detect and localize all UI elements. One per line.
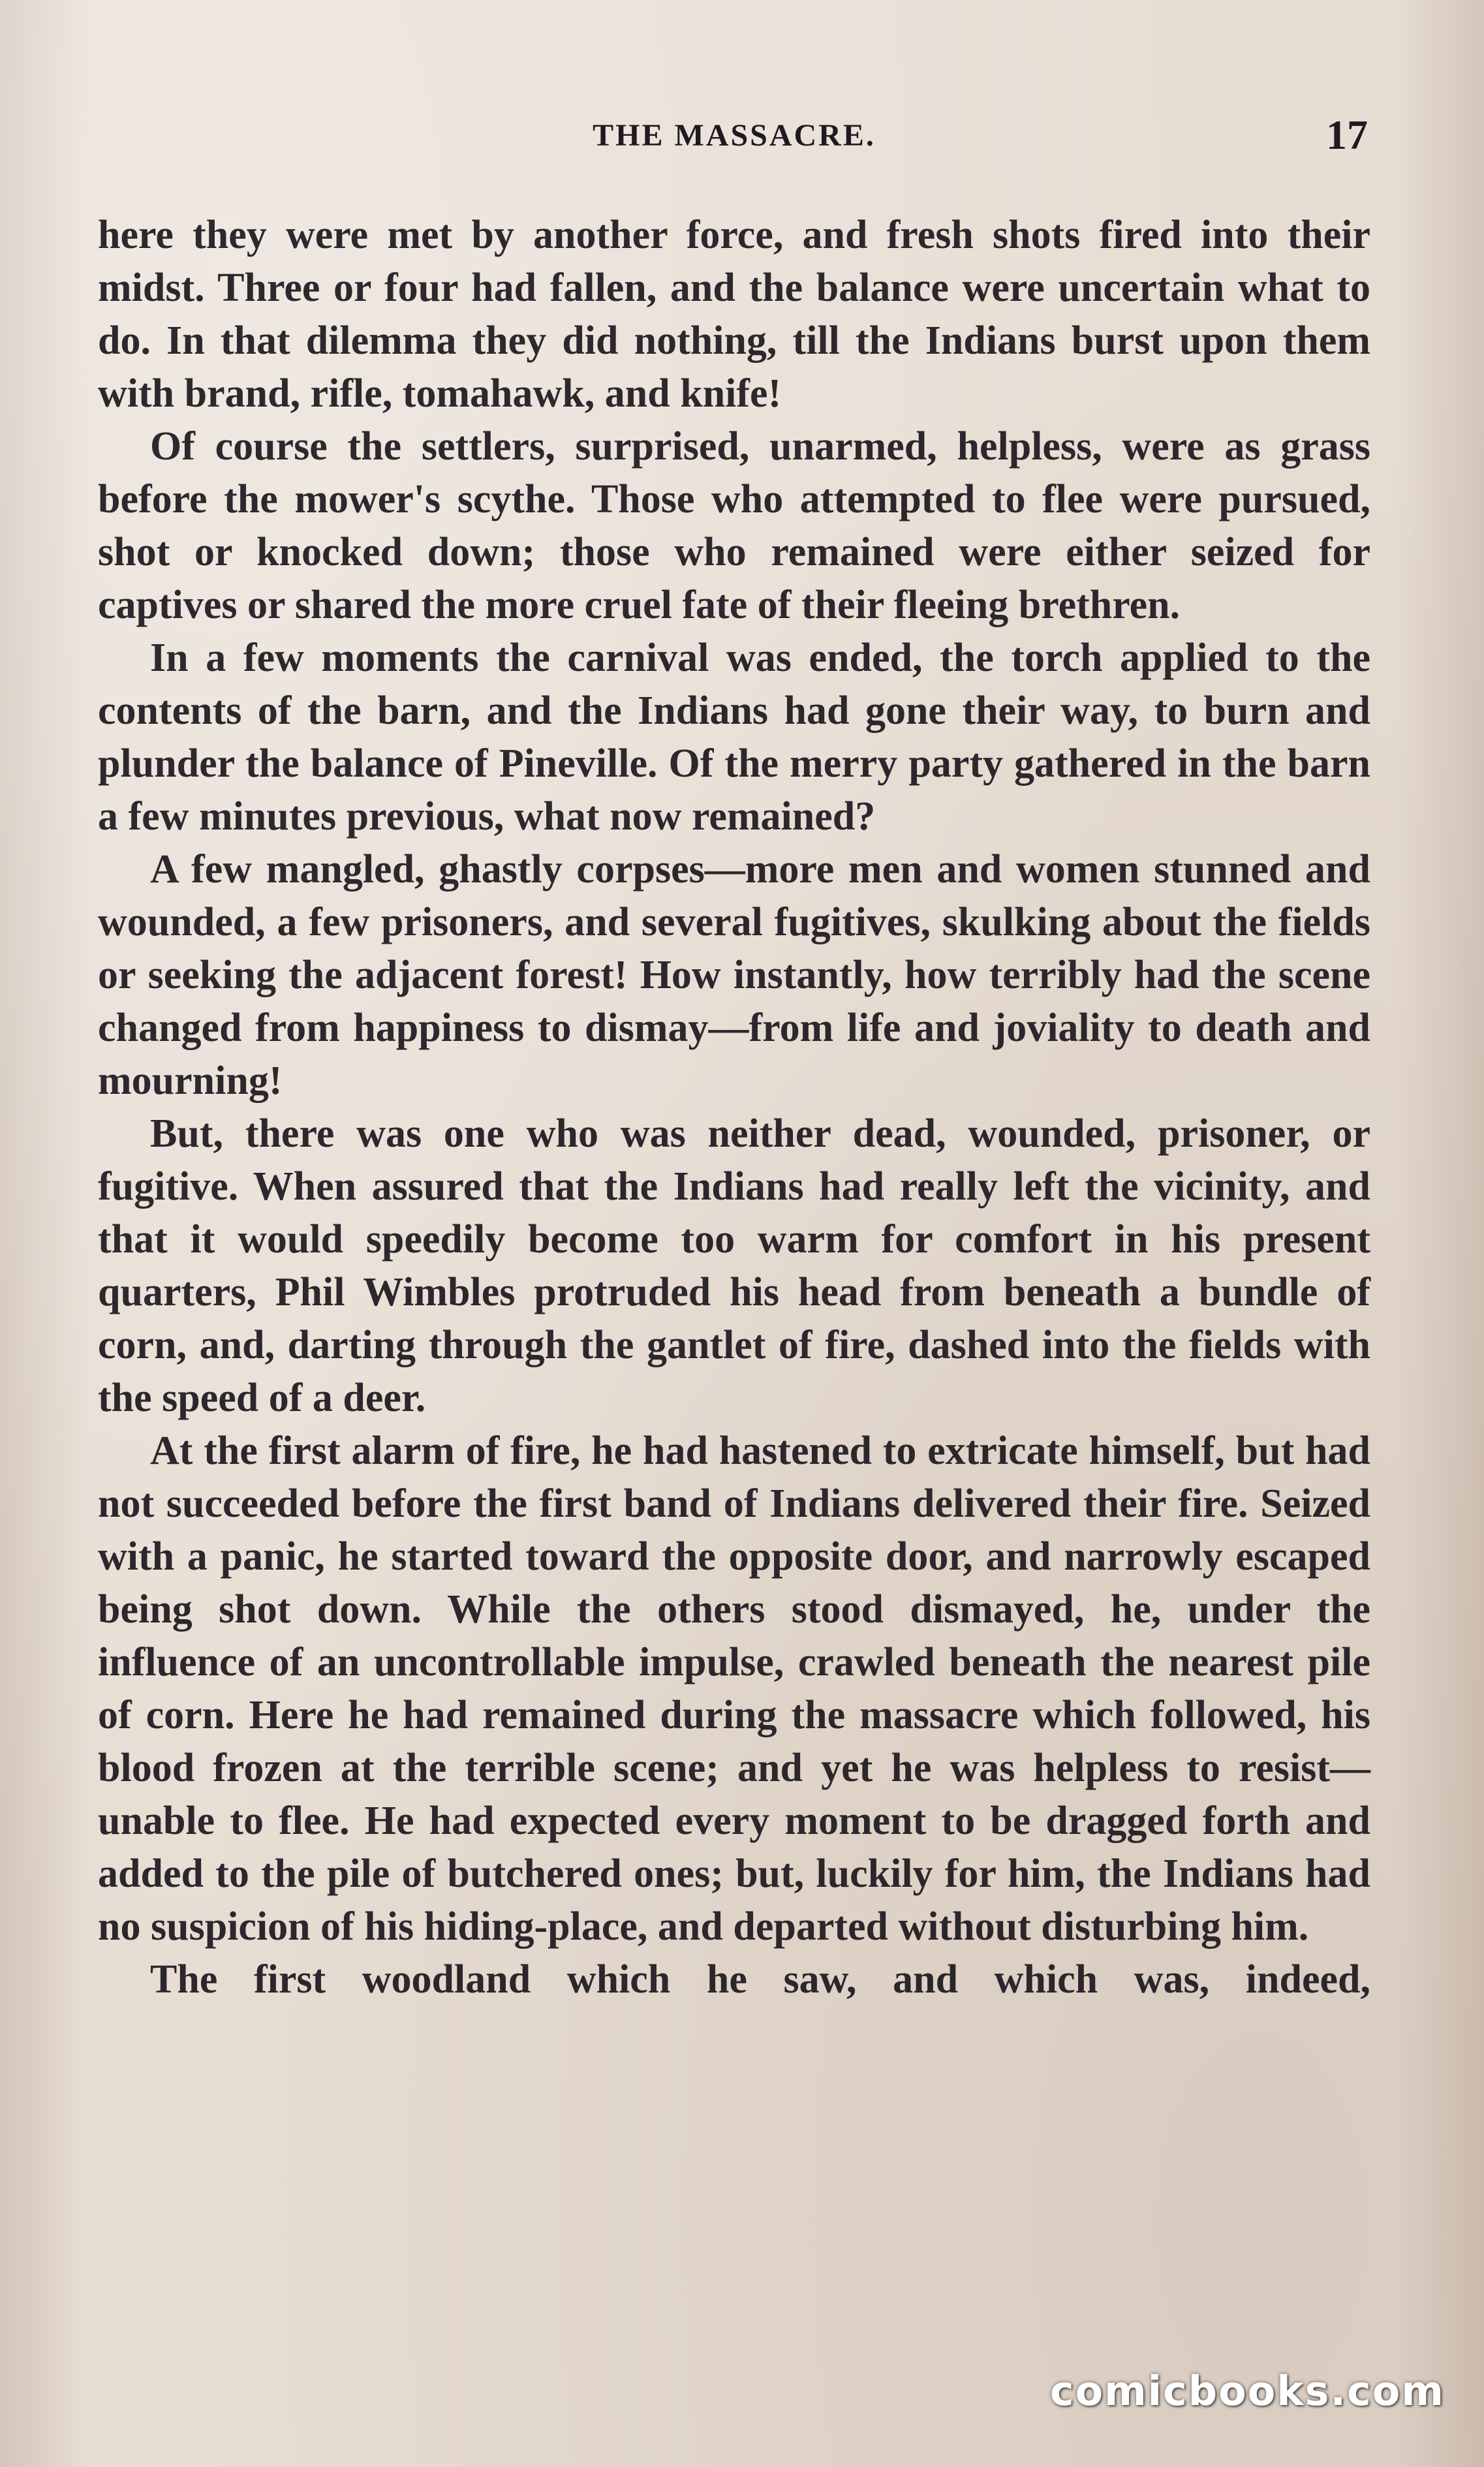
paragraph: At the first alarm of fire, he had hastened to extricate himself, but had not succeeded before the first band of Indians delivered their fire. Seized with a panic, he started toward the opposite door, and narrowly escaped being shot down. While the others stood dismayed, he, under the influence of an uncontrollable impulse, crawled beneath the nearest pile of corn. Here he had remained during the massacre which followed, his blood frozen at the terrible scene; and yet he was helpless to resist—unable to flee. He had expected every moment to be dragged forth and added to the pile of butchered ones; but, luckily for him, the Indians had no suspicion of his hiding-place, and departed without disturbing him. bbox=[98, 1429, 1370, 1949]
paragraph: But, there was one who was neither dead, wounded, prisoner, or fugitive. When assured that the Indians had really left the vicinity, and that it would speedily become too warm for comfort in his present quarters, Phil Wimbles protruded his head from beneath a bundle of corn, and, darting through the gantlet of fire, dashed into the fields with the speed of a deer. bbox=[98, 1111, 1370, 1420]
body-text bbox=[98, 209, 1370, 2006]
page-number: 17 bbox=[1326, 112, 1368, 158]
watermark: comicbooks.com bbox=[1049, 2367, 1445, 2415]
paragraph: A few mangled, ghastly corpses—more men and women stunned and wounded, a few prisoners, and several fugitives, skulking about the fields or seeking the adjacent forest! How instantly, how terribly had the scene changed from happiness to dismay—from life and joviality to death and mourning! bbox=[98, 847, 1370, 1103]
paragraph: The first woodland which he saw, and which was, indeed, bbox=[150, 1957, 1370, 2002]
running-title: THE MASSACRE. bbox=[593, 118, 876, 153]
paragraph: In a few moments the carnival was ended, the torch applied to the contents of the barn, and the Indians had gone their way, to burn and plunder the balance of Pineville. Of the merry party gathered in the barn a few minutes previous, what now remained? bbox=[98, 636, 1370, 839]
paragraph: here they were met by another force, and fresh shots fired into their midst. Three or four had fallen, and the balance were uncertain what to do. In that dilemma they did nothing, till the Indians burst upon them with brand, rifle, tomahawk, and knife! bbox=[98, 213, 1370, 416]
running-head bbox=[98, 111, 1370, 163]
book-page bbox=[98, 111, 1370, 2330]
paragraph: Of course the settlers, surprised, unarmed, helpless, were as grass before the mower's scythe. Those who attempted to flee were pursued, shot or knocked down; those who remained were either seized for captives or shared the more cruel fate of their fleeing brethren. bbox=[98, 424, 1370, 627]
